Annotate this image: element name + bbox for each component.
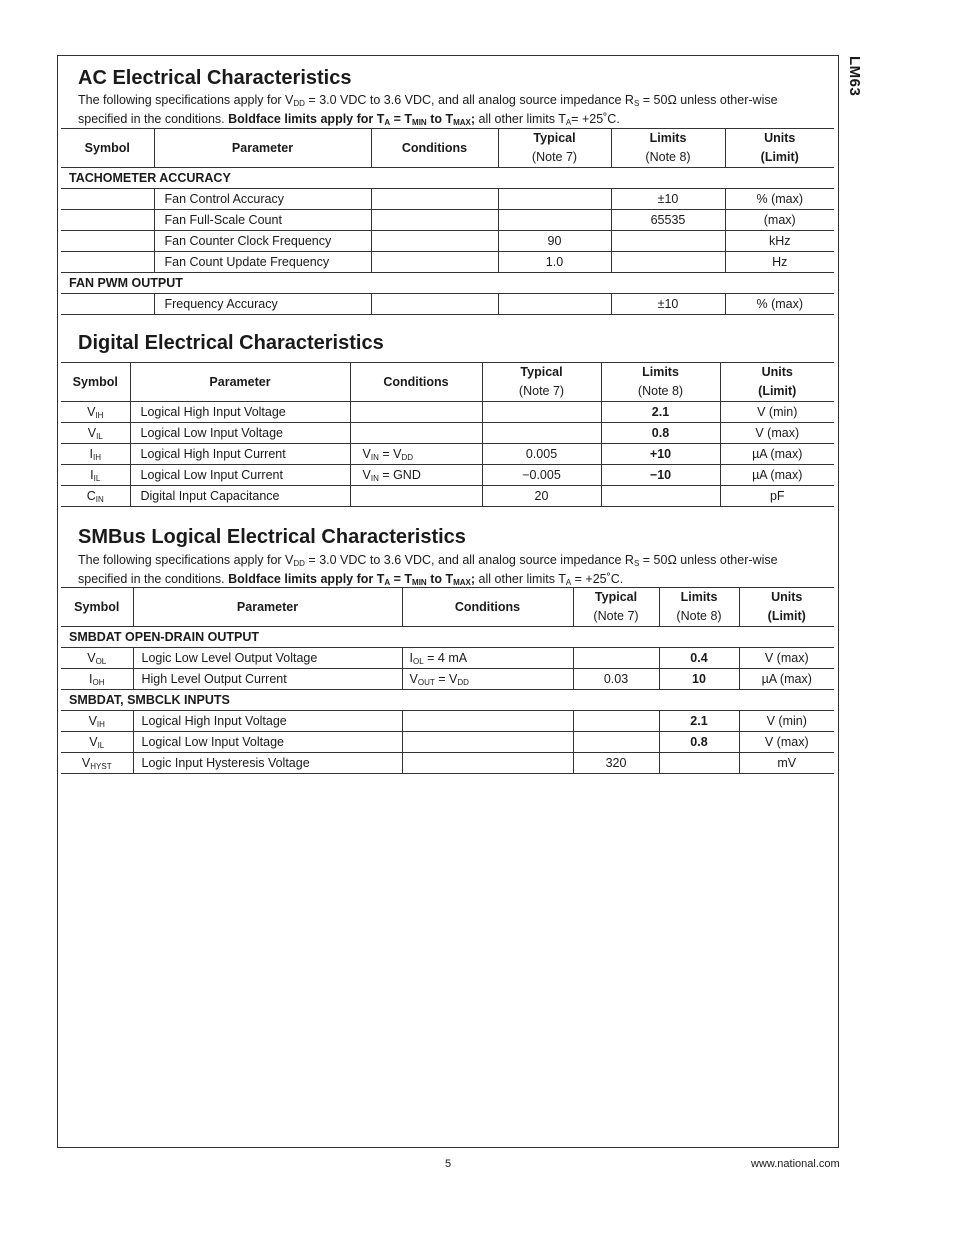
col-conditions: Conditions — [402, 588, 573, 627]
table-header-row — [61, 129, 834, 168]
col-units: Units (Limit) — [725, 129, 834, 168]
col-conditions: Conditions — [350, 363, 482, 402]
table-row: Fan Full-Scale Count 65535 (max) — [61, 210, 834, 231]
ac-intro: The following specifications apply for $V_{DD} = 3.0$ VDC to 3.6 VDC, and all analog source impedance $R_S = 50\Omega$ unless other-wise specified in the conditions. Boldface limits apply for $T_A = T_{MIN}$ to $T_{MAX}$; all other limits $T_A=$ +25˚C. — [78, 93, 778, 127]
ac-title: AC Electrical Characteristics — [78, 67, 352, 89]
section-row: TACHOMETER ACCURACY — [61, 168, 834, 189]
ac-table — [61, 128, 834, 315]
col-parameter: Parameter — [133, 588, 402, 627]
table-header-row — [61, 588, 834, 627]
table-row: $V_{HYST}$ Logic Input Hysteresis Voltage 320 mV — [61, 753, 834, 774]
table-row: Fan Count Update Frequency 1.0 Hz — [61, 252, 834, 273]
table-row: $V_{IH}$ Logical High Input Voltage 2.1 V (min) — [61, 711, 834, 732]
table-row: $I_{IH}$ Logical High Input Current $V_{IN} = V_{DD}$ 0.005 +10 µA (max) — [61, 444, 834, 465]
col-units: Units (Limit) — [720, 363, 834, 402]
table-row: $V_{IL}$ Logical Low Input Voltage 0.8 V (max) — [61, 732, 834, 753]
footer-url[interactable]: www.national.com — [751, 1158, 840, 1170]
col-symbol: Symbol — [61, 588, 133, 627]
table-row: $V_{IH}$ Logical High Input Voltage 2.1 V (min) — [61, 402, 834, 423]
col-conditions: Conditions — [371, 129, 498, 168]
col-typical: Typical (Note 7) — [498, 129, 611, 168]
smbus-title: SMBus Logical Electrical Characteristics — [78, 526, 466, 548]
col-parameter: Parameter — [130, 363, 350, 402]
table-row: $I_{IL}$ Logical Low Input Current $V_{IN}$ = GND −0.005 −10 µA (max) — [61, 465, 834, 486]
digital-table — [61, 362, 834, 507]
smbus-intro: The following specifications apply for $V_{DD} = 3.0$ VDC to 3.6 VDC, and all analog source impedance $R_S = 50\Omega$ unless other-wise specified in the conditions. Boldface limits apply for $T_A = T_{MIN}$ to $T_{MAX}$; all other limits $T_A$ = +25˚C. — [78, 553, 778, 587]
col-units: Units (Limit) — [739, 588, 834, 627]
table-row: $C_{IN}$ Digital Input Capacitance 20 pF — [61, 486, 834, 507]
side-part-label: LM63 — [846, 56, 863, 97]
smbus-table — [61, 587, 834, 774]
section-row: SMBDAT, SMBCLK INPUTS — [61, 690, 834, 711]
col-symbol: Symbol — [61, 129, 154, 168]
table-row: $V_{OL}$ Logic Low Level Output Voltage $I_{OL} = 4$ mA 0.4 V (max) — [61, 648, 834, 669]
col-limits: Limits (Note 8) — [611, 129, 725, 168]
digital-title: Digital Electrical Characteristics — [78, 332, 384, 354]
col-limits: Limits (Note 8) — [659, 588, 739, 627]
col-typical: Typical (Note 7) — [573, 588, 659, 627]
table-row: Fan Counter Clock Frequency 90 kHz — [61, 231, 834, 252]
col-limits: Limits (Note 8) — [601, 363, 720, 402]
col-symbol: Symbol — [61, 363, 130, 402]
page-number: 5 — [445, 1158, 452, 1170]
section-row: SMBDAT OPEN-DRAIN OUTPUT — [61, 627, 834, 648]
table-header-row — [61, 363, 834, 402]
col-typical: Typical (Note 7) — [482, 363, 601, 402]
table-row: Frequency Accuracy ±10 % (max) — [61, 294, 834, 315]
section-row: FAN PWM OUTPUT — [61, 273, 834, 294]
table-row: $I_{OH}$ High Level Output Current $V_{OUT} = V_{DD}$ 0.03 10 µA (max) — [61, 669, 834, 690]
table-row: Fan Control Accuracy ±10 % (max) — [61, 189, 834, 210]
table-row: $V_{IL}$ Logical Low Input Voltage 0.8 V (max) — [61, 423, 834, 444]
col-parameter: Parameter — [154, 129, 371, 168]
